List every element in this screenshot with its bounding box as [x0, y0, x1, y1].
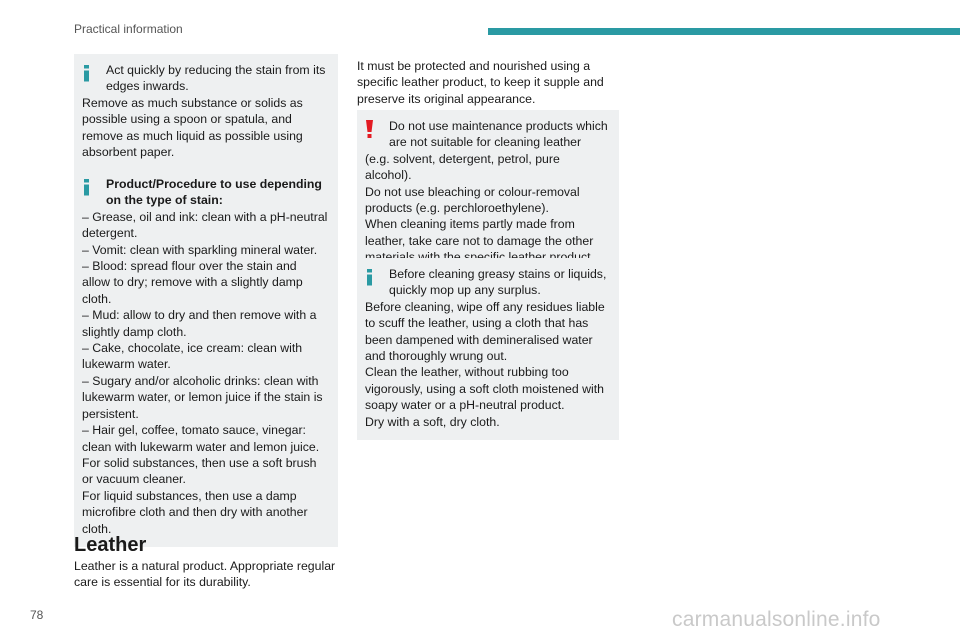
- header-accent-bar: [488, 28, 960, 35]
- info-icon: [365, 266, 375, 286]
- warning-line: (e.g. solvent, detergent, petrol, pure alcohol).: [365, 151, 560, 183]
- cleaning-line: Clean the leather, without rubbing too vigorously, using a soft cloth moistened with soapy water or a pH-neutral product.: [365, 365, 604, 413]
- stain-line: – Grease, oil and ink: clean with a pH-neutral detergent.: [82, 209, 328, 241]
- page-number: 78: [30, 608, 44, 622]
- info-box-leather-cleaning: [357, 258, 619, 440]
- info-box-stain: [74, 54, 338, 170]
- leather-care-paragraph: It must be protected and nourished using a specific leather product, to keep it supple and preserve its original appearance.: [357, 59, 604, 106]
- warning-box-leather: [357, 110, 619, 276]
- section-heading-leather: Leather: [74, 534, 147, 556]
- info-box-stain-procedures: [74, 168, 338, 547]
- watermark-text: carmanualsonline.info: [672, 608, 881, 631]
- cleaning-line: Dry with a soft, dry cloth.: [365, 414, 500, 429]
- warning-exclamation-icon: [365, 118, 375, 140]
- info-box-lead-text: Product/Procedure to use depending on the type of stain:: [106, 177, 322, 208]
- info-icon: [82, 176, 92, 196]
- warning-lead-text: Do not use maintenance products which are not suitable for cleaning leather: [389, 119, 608, 150]
- info-box-body: Remove as much substance or solids as possible using a spoon or spatula, and remove as much liquid as possible using absorbent paper.: [82, 95, 303, 160]
- stain-line: – Cake, chocolate, ice cream: clean with lukewarm water.: [82, 341, 303, 372]
- stain-line: For liquid substances, then use a damp microfibre cloth and then dry with another cloth.: [82, 488, 308, 536]
- stain-line: – Vomit: clean with sparkling mineral water.: [82, 242, 318, 257]
- stain-line: – Mud: allow to dry and then remove with a slightly damp cloth.: [82, 308, 317, 339]
- section-title: Practical information: [74, 22, 183, 36]
- info-box-lead-text: Act quickly by reducing the stain from its edges inwards.: [106, 63, 326, 94]
- leather-intro: Leather is a natural product. Appropriate regular care is essential for its durability.: [74, 559, 336, 590]
- stain-line: – Blood: spread flour over the stain and allow to dry; remove with a slightly damp cloth.: [82, 259, 303, 306]
- info-icon: [82, 62, 92, 82]
- stain-line: – Sugary and/or alcoholic drinks: clean with lukewarm water, or lemon juice if the stain is persistent.: [82, 373, 323, 421]
- cleaning-line: Before cleaning, wipe off any residues liable to scuff the leather, using a cloth that has been dampened with demineralised water and thoroughly wrung out.: [365, 299, 605, 364]
- stain-line: – Hair gel, coffee, tomato sauce, vinegar: clean with lukewarm water and lemon juice. For solid substances, then use a soft brush or vacuum cleaner.: [82, 423, 320, 487]
- warning-line: Do not use bleaching or colour-removal products (e.g. perchloroethylene).: [365, 184, 580, 216]
- info-box-lead-text: Before cleaning greasy stains or liquids, quickly mop up any surplus.: [389, 267, 607, 298]
- warning-line: When cleaning items partly made from leather, take care not to damage the other: [365, 217, 594, 248]
